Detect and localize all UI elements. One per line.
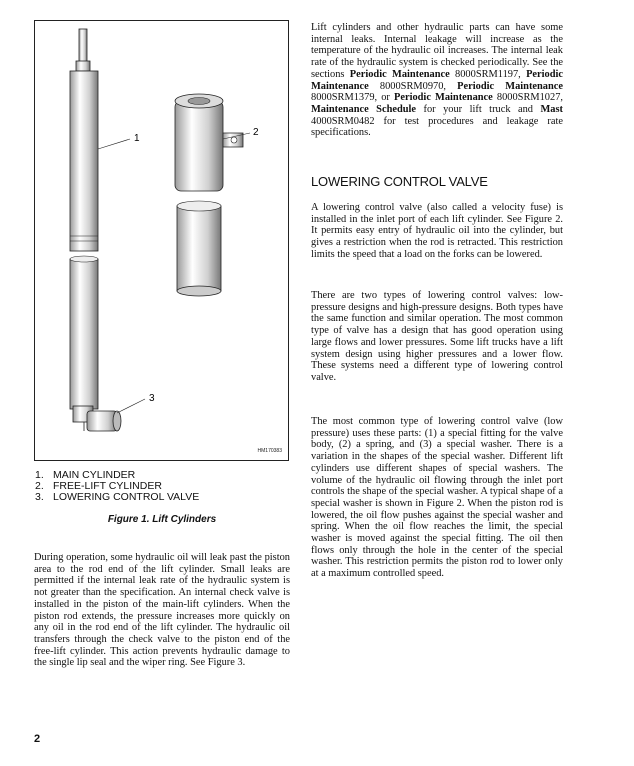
right-paragraph-1: A lowering control valve (also called a velocity fuse) is installed in the inlet port of each lift cylinder. See Figure 2. It permits easy entry of hydraulic oil into the cylinder, but gives a restriction when the rod is retracted. This restriction limits the speed that a load on the forks can be lowered.: [311, 202, 563, 260]
right-paragraph-3: The most common type of lowering control valve (low pressure) uses these parts: (1) a special fitting for the valve body, (2) a spring, and (3) a special washer. There is a variation in the shapes of the special washer. Different lift cylinders use different shapes of special washers. The volume of the hydraulic oil flowing through the inlet port controls the shape of the special washer. A typical shape of a special washer is shown in Figure 2. When the piston rod is lowered, the oil flow pushes against the special washer and spring. When the oil flow reaches the limit, the special washer is moved against the special fitting. The oil then flows only through the hole in the center of the special washer. This restriction permits the piston rod to lower only at a maximum controlled speed.: [311, 416, 563, 580]
intro-text: 8000SRM0970,: [368, 80, 458, 92]
intro-text: 8000SRM1197,: [449, 68, 527, 80]
figure-legend: [35, 470, 285, 503]
intro-bold-ref: Maintenance Schedule: [311, 103, 417, 115]
intro-text: 8000SRM1027,: [492, 92, 563, 104]
lift-cylinders-illustration: [35, 21, 290, 462]
legend-text: MAIN CYLINDER: [53, 469, 136, 481]
intro-bold-ref: Periodic Maintenance: [394, 92, 493, 104]
left-paragraph: During operation, some hydraulic oil will leak past the piston area to the rod end of the lift cylinder. Small leaks are permitted if the internal leak rate of the hydraulic system is not greater than the specification. An internal check valve is installed in the piston of the main-lift cylinders. When the piston rod extends, the pressure increases more quickly on any oil in the rod end of the lift cylinder. The hydraulic oil transfers through the check valve to the piston end of the free-lift cylinder. This action prevents hydraulic damage to the single lip seal and the wiper ring. See Figure 3.: [34, 552, 290, 669]
legend-number: 2.: [35, 480, 44, 492]
legend-text: FREE-LIFT CYLINDER: [53, 480, 162, 492]
figure-image-id: HM170383: [257, 448, 282, 454]
callout-1: 1: [134, 133, 140, 144]
legend-number: 3.: [35, 491, 44, 503]
intro-text: for your lift truck and: [416, 103, 541, 115]
figure-lift-cylinders: [34, 20, 289, 461]
right-paragraph-2: There are two types of lowering control valves: low-pressure designs and high-pressure designs. Both types have the same function and similar operation. The most common type of valve has a design that has good operation using large flows and lower pressures. Some lift trucks have a lift system design using higher pressures and a lower flow. These systems need a different type of lowering control valve.: [311, 290, 563, 383]
intro-text: 8000SRM1379, or: [311, 92, 394, 104]
legend-number: 1.: [35, 469, 44, 481]
section-heading: LOWERING CONTROL VALVE: [311, 174, 488, 189]
intro-paragraph: [311, 22, 563, 139]
intro-bold-ref: Periodic Maintenance: [349, 68, 450, 80]
legend-text: LOWERING CONTROL VALVE: [53, 491, 200, 503]
callout-3: 3: [149, 393, 155, 404]
callout-2: 2: [253, 127, 259, 138]
intro-text: Lift cylinders and other hydraulic parts can have some internal leaks. Internal leakage will increase as the temperature of the hydraulic oil increases. The internal leak rate of the hydraulic system is checked periodically. See the sections: [311, 22, 563, 80]
page-number: 2: [34, 733, 41, 745]
legend-item: [35, 492, 285, 503]
intro-bold-ref: Mast: [540, 103, 563, 115]
intro-bold-ref: Periodic Maintenance: [311, 68, 563, 92]
intro-bold-ref: Periodic Maintenance: [457, 80, 563, 92]
intro-text: 4000SRM0482 for test procedures and leakage rate specifications.: [311, 115, 563, 139]
figure-caption: Figure 1. Lift Cylinders: [107, 514, 217, 525]
